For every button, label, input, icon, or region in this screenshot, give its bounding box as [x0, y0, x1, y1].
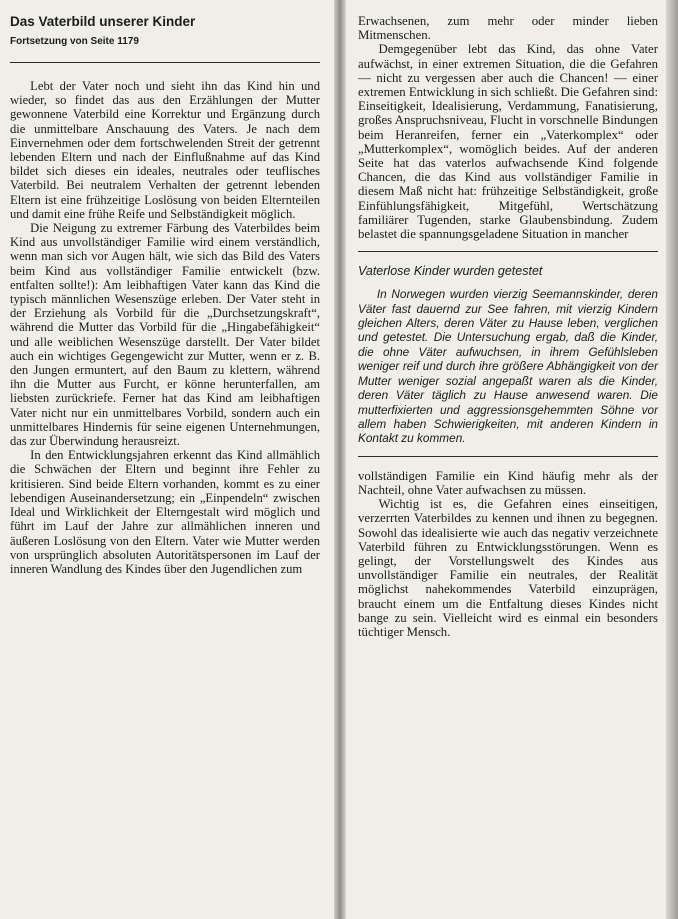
- sidebar-heading: Vaterlose Kinder wurden getestet: [358, 264, 543, 279]
- continuation-note: Fortsetzung von Seite 1179: [10, 36, 139, 47]
- title-rule: [10, 62, 320, 63]
- left-page: [0, 0, 334, 919]
- article-title: Das Vaterbild unserer Kinder: [10, 14, 196, 29]
- paragraph-4: Erwachsenen, zum mehr oder minder lieben Mitmenschen.: [358, 14, 658, 43]
- paragraph-6: vollständigen Familie ein Kind häufig mehr als der Nachteil, ohne Vater aufwachsen zu müssen.: [358, 468, 658, 497]
- paragraph-3: In den Entwicklungsjahren erkennt das Kind allmählich die Schwächen der Eltern und beginnt ihre Fehler zu kritisieren. Sind beide Eltern vorhanden, kommt es zu einer lebendigen Auseinandersetzung; ein „Einpendeln“ zwischen Ideal und Wirklichkeit der Elterngestalt wird möglich und führt im Lauf der Jahre zur allmählichen inneren und äußeren Loslösung von den Eltern. Vater wie Mutter werden von ursprünglich absoluten Autoritätspersonen im Lauf der inneren Wandlung des Kindes über den Jugendlichen zum: [10, 448, 320, 576]
- box-top-rule: [358, 251, 658, 252]
- book-gutter: [334, 0, 346, 919]
- page-edge: [666, 0, 678, 919]
- box-bottom-rule: [358, 456, 658, 457]
- right-page: [346, 0, 666, 919]
- paragraph-2: Die Neigung zu extremer Färbung des Vaterbildes beim Kind aus unvollständiger Familie wird einem verständlich, wenn man sich vor Augen hält, wie sich das Bild des Vaters beim Kind aus vollständiger Familie entwickelt (bzw. entfalten sollte!): Am leibhaftigen Vater kann das Kind die typisch männlichen Wesenszüge erleben. Der Vater steht in der Erziehung als Vorbild für die „Durchsetzungskraft“, während die Mutter das Vorbild für die „Hingabefähigkeit“ und alle weiblichen Wesenszüge darstellt. Der Vater bildet auch ein wichtiges Gegengewicht zur Mutter, wenn er z. B. den Jungen ermuntert, auf den Baum zu klettern, während ihn die Mutter aus Furcht, er könne herunterfallen, am liebsten zurückriefe. Ferner hat das Kind am leibhaftigen Vater nicht nur ein unmittelbares Vorbild, sondern auch ein unmittelbares Hindernis für seine eigenen Unternehmungen, das zur Überwindung herausreizt.: [10, 221, 320, 449]
- paragraph-1: Lebt der Vater noch und sieht ihn das Kind hin und wieder, so findet das aus den Erzählungen der Mutter gewonnene Vaterbild eine Korrektur und Ergänzung durch die unmittelbare Anschauung des Vaters. Je nach dem Einvernehmen oder dem fortschwelenden Streit der getrennt lebenden Eltern und nach der Einflußnahme auf das Kind bildet sich dieses ein ideales, neutrales oder teuflisches Vaterbild. Bei neutralem Verhalten der getrennt lebenden Eltern ist eine frühzeitige Loslösung von beiden Elternteilen und damit eine frühe Reife und Selbständigkeit möglich.: [10, 79, 320, 221]
- sidebar-text: In Norwegen wurden vierzig Seemannskinder, deren Väter fast dauernd zur See fahren, mit vierzig Kindern gleichen Alters, deren Väter zu Hause leben, verglichen und getestet. Die Untersuchung ergab, daß die Kinder, die ohne Väter aufwuchsen, in ihrem Gefühlsleben weniger reif und durch ihre größere Abhängigkeit von der Mutter weniger sozial angepaßt waren als die Kinder, deren Väter täglich zu Hause anwesend waren. Die mutterfixierten und aggressionsgehemmten Söhne vor allem haben Schwierigkeiten, mit anderen Kindern in Kontakt zu kommen.: [358, 287, 658, 446]
- paragraph-5: Demgegenüber lebt das Kind, das ohne Vater aufwächst, in einer extremen Situation, die die Gefahren — nicht zu vergessen aber auch die Chancen! — einer extremen Entwicklung in sich schließt. Die Gefahren sind: Einseitigkeit, Idealisierung, Verdammung, Fanatisierung, großes Anspruchsniveau, Flucht in vorschnelle Bindungen beim Heranreifen, ferner ein „Vaterkomplex“ oder „Mutterkomplex“, womöglich beides. Auf der anderen Seite hat das vaterlos aufwachsende Kind folgende Chancen, die das Kind aus vollständiger Familie in diesem Maß nicht hat: frühzeitige Selbständigkeit, große Einfühlungsfähigkeit, Mitgefühl, Wertschätzung familiärer Tugenden, starke Glaubensbindung. Zudem belastet die spannungsgeladene Situation in mancher: [358, 42, 658, 242]
- paragraph-7: Wichtig ist es, die Gefahren eines einseitigen, verzerrten Vaterbildes zu kennen und ihnen zu begegnen. Sowohl das idealisierte wie auch das negativ verzeichnete Vaterbild führen zu Entwicklungsstörungen. Wenn es gelingt, der Vorstellungswelt des Kindes aus unvollständiger Familie ein neutrales, der Realität möglichst nahekommendes Vaterbild einzuprägen, braucht einem um die Entfaltung dieses Kindes nicht bange zu sein. Vielleicht wird es einmal ein besonders tüchtiger Mensch.: [358, 497, 658, 639]
